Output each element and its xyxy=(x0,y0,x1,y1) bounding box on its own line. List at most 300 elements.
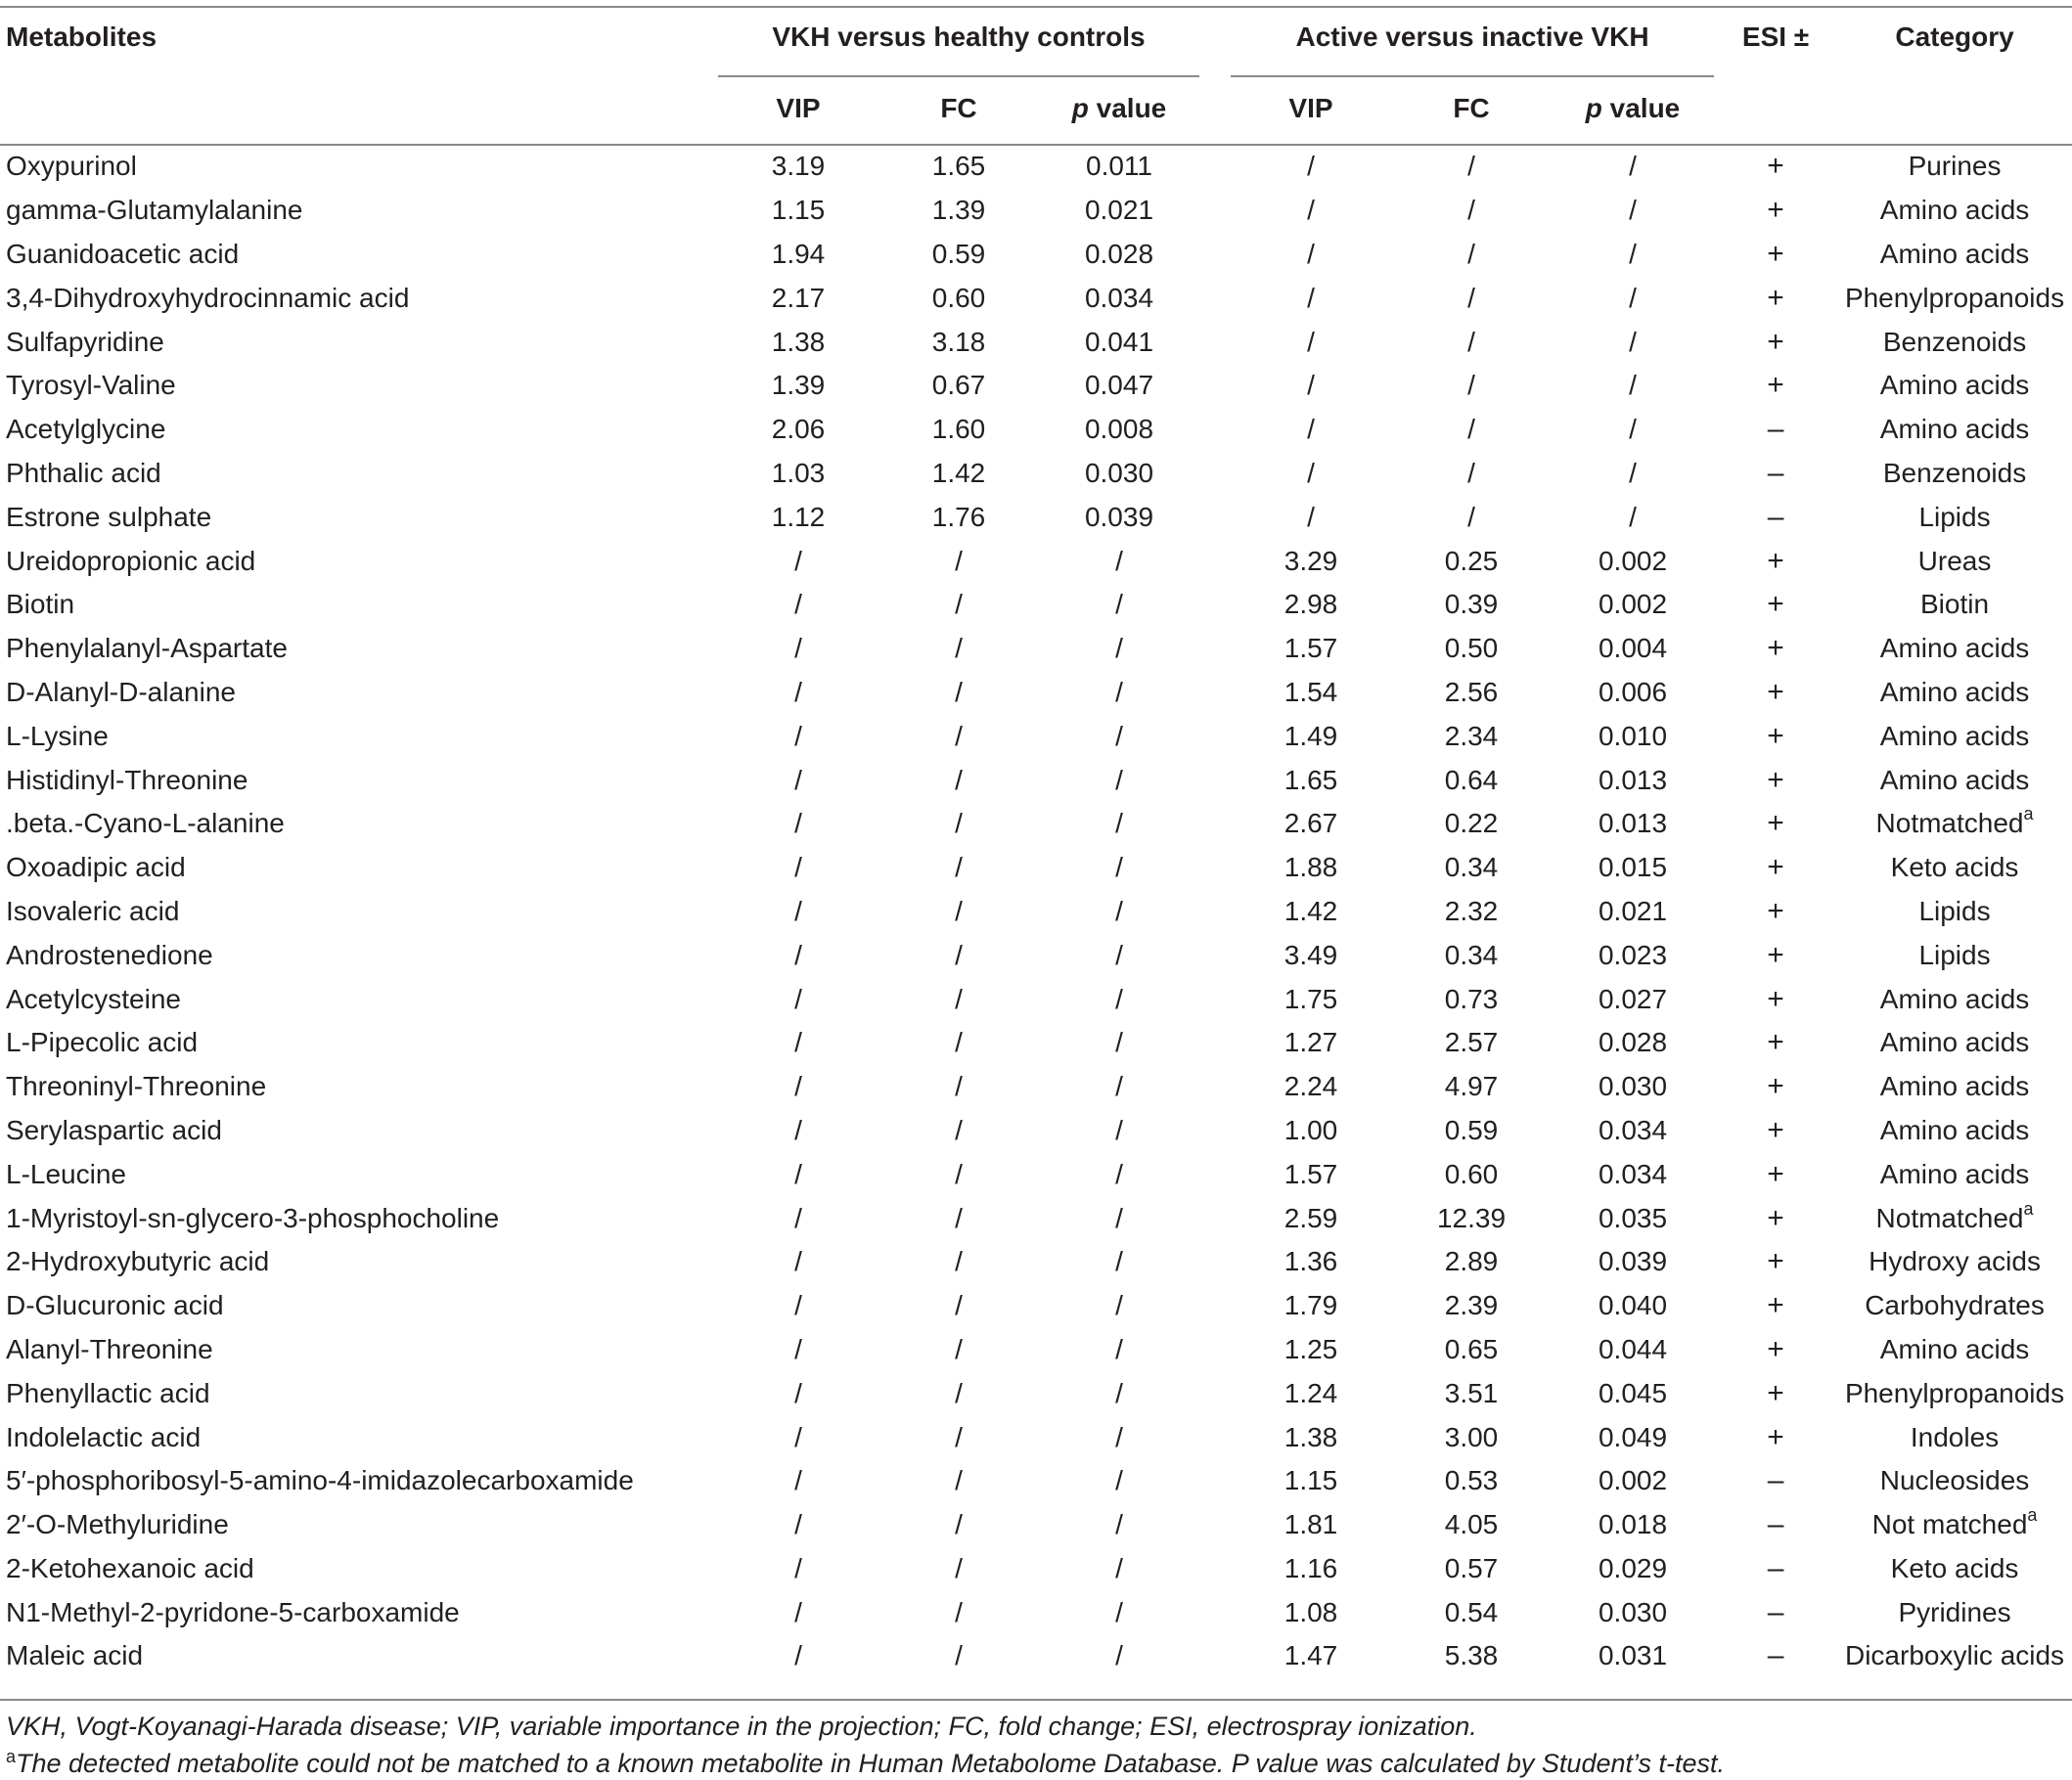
cell-p2: 0.049 xyxy=(1598,1421,1668,1452)
metabolite-name: 2-Hydroxybutyric acid xyxy=(6,1246,270,1277)
table-row xyxy=(0,1109,2072,1153)
cell-vip2: / xyxy=(1307,501,1315,532)
table-row xyxy=(0,1240,2072,1284)
header-blank-cat xyxy=(1837,72,2072,145)
metabolite-name: Isovaleric acid xyxy=(6,895,180,926)
cell-p2: 0.034 xyxy=(1598,1158,1668,1189)
cell-vip2: 1.54 xyxy=(1284,676,1338,707)
cell-fc1: / xyxy=(955,764,963,795)
cell-vip2: 1.75 xyxy=(1284,983,1338,1014)
cell-vip1: / xyxy=(794,1071,802,1102)
group-gap xyxy=(1199,933,1231,977)
cell-category xyxy=(1837,1547,2072,1591)
table-row xyxy=(0,1459,2072,1503)
cell-vip2: 1.88 xyxy=(1284,852,1338,883)
cell-p2: / xyxy=(1629,238,1637,269)
cell-vip1: / xyxy=(794,1333,802,1364)
cell-p1: 0.039 xyxy=(1084,501,1154,532)
table-row xyxy=(0,1634,2072,1678)
cell-vip2: 2.24 xyxy=(1284,1071,1338,1102)
cell-vip1: / xyxy=(794,895,802,926)
group-gap xyxy=(1199,1547,1231,1591)
cell-p1: / xyxy=(1115,1246,1123,1277)
cell-p2: 0.039 xyxy=(1598,1246,1668,1277)
cell-vip2: 1.79 xyxy=(1284,1290,1338,1321)
group-gap xyxy=(1199,1065,1231,1109)
cell-p1: / xyxy=(1115,545,1123,576)
category-label: Pyridines xyxy=(1898,1596,2011,1627)
metabolite-name: Acetylglycine xyxy=(6,414,166,445)
table-row xyxy=(0,1284,2072,1328)
group-gap xyxy=(1199,714,1231,758)
group-gap xyxy=(1199,452,1231,496)
cell-fc1: / xyxy=(955,1158,963,1189)
cell-vip2: 3.29 xyxy=(1284,545,1338,576)
cell-fc1: / xyxy=(955,1596,963,1627)
cell-p2: 0.002 xyxy=(1598,589,1668,620)
table-row xyxy=(0,452,2072,496)
category-label: Amino acids xyxy=(1879,370,2030,401)
cell-p1: / xyxy=(1115,1202,1123,1233)
cell-fc1: / xyxy=(955,545,963,576)
cell-esi: + xyxy=(1767,1201,1784,1234)
cell-category xyxy=(1837,933,2072,977)
cell-p1: 0.021 xyxy=(1084,195,1154,226)
cell-fc1: 1.42 xyxy=(931,457,986,488)
group-gap xyxy=(1199,276,1231,320)
cell-p2: / xyxy=(1629,151,1637,182)
cell-esi: + xyxy=(1767,1245,1784,1278)
table-row xyxy=(0,408,2072,452)
cell-vip1: / xyxy=(794,1596,802,1627)
group-gap xyxy=(1199,189,1231,233)
footnote-marker: a xyxy=(2027,1505,2038,1526)
cell-fc1: 1.60 xyxy=(931,414,986,445)
cell-fc1: 0.59 xyxy=(931,238,986,269)
metabolite-name: Guanidoacetic acid xyxy=(6,238,240,269)
cell-esi: + xyxy=(1767,1070,1784,1103)
cell-vip2: 1.38 xyxy=(1284,1421,1338,1452)
group-gap xyxy=(1199,977,1231,1021)
cell-esi: + xyxy=(1767,675,1784,708)
cell-esi: + xyxy=(1767,1376,1784,1409)
cell-category xyxy=(1837,1152,2072,1196)
cell-p2: 0.010 xyxy=(1598,720,1668,751)
cell-esi: – xyxy=(1767,1639,1784,1672)
cell-p2: / xyxy=(1629,414,1637,445)
cell-category xyxy=(1837,1415,2072,1459)
cell-category xyxy=(1837,846,2072,890)
table-row xyxy=(0,1415,2072,1459)
header-fc-2: FC xyxy=(1453,93,1490,123)
cell-vip1: / xyxy=(794,1377,802,1408)
category-label: Lipids xyxy=(1918,939,1991,970)
table-row xyxy=(0,1328,2072,1372)
table-row xyxy=(0,364,2072,408)
cell-p1: / xyxy=(1115,1552,1123,1583)
cell-vip1: 1.12 xyxy=(771,501,826,532)
cell-esi: – xyxy=(1767,1551,1784,1584)
cell-fc2: / xyxy=(1467,326,1475,357)
cell-p1: / xyxy=(1115,1071,1123,1102)
cell-fc2: 2.32 xyxy=(1444,895,1499,926)
cell-vip1: / xyxy=(794,1202,802,1233)
cell-p2: / xyxy=(1629,457,1637,488)
header-row-2 xyxy=(0,72,2072,145)
category-label: Nucleosides xyxy=(1879,1465,2030,1496)
cell-fc2: 0.59 xyxy=(1444,1114,1499,1145)
group-gap xyxy=(1199,145,1231,189)
metabolite-name: L-Leucine xyxy=(6,1158,126,1189)
cell-fc2: 0.65 xyxy=(1444,1333,1499,1364)
table-row xyxy=(0,1152,2072,1196)
cell-p1: / xyxy=(1115,1509,1123,1540)
cell-fc1: / xyxy=(955,1027,963,1058)
cell-vip1: 1.39 xyxy=(771,370,826,401)
cell-vip2: 1.57 xyxy=(1284,633,1338,664)
group-gap xyxy=(1199,1634,1231,1678)
cell-vip2: 1.25 xyxy=(1284,1333,1338,1364)
cell-fc1: / xyxy=(955,983,963,1014)
header-gap-2 xyxy=(1199,72,1231,145)
cell-vip2: 1.08 xyxy=(1284,1596,1338,1627)
metabolite-name: Oxoadipic acid xyxy=(6,852,186,883)
cell-esi: + xyxy=(1767,1420,1784,1453)
cell-esi: + xyxy=(1767,281,1784,314)
cell-category xyxy=(1837,890,2072,934)
cell-esi: + xyxy=(1767,194,1784,227)
cell-fc2: / xyxy=(1467,238,1475,269)
metabolite-name: Indolelactic acid xyxy=(6,1421,202,1452)
group-gap xyxy=(1199,1415,1231,1459)
metabolite-name: 2′-O-Methyluridine xyxy=(6,1509,229,1540)
cell-vip1: / xyxy=(794,983,802,1014)
cell-fc1: / xyxy=(955,1290,963,1321)
cell-fc1: / xyxy=(955,1114,963,1145)
cell-esi: + xyxy=(1767,982,1784,1015)
cell-p2: / xyxy=(1629,370,1637,401)
cell-p2: 0.018 xyxy=(1598,1509,1668,1540)
metabolite-name: Acetylcysteine xyxy=(6,983,181,1014)
cell-vip2: 1.81 xyxy=(1284,1509,1338,1540)
table-row xyxy=(0,320,2072,364)
cell-fc1: / xyxy=(955,676,963,707)
cell-esi: + xyxy=(1767,1332,1784,1365)
cell-vip2: 1.15 xyxy=(1284,1465,1338,1496)
group-gap xyxy=(1199,758,1231,802)
cell-p2: 0.015 xyxy=(1598,852,1668,883)
cell-p2: / xyxy=(1629,195,1637,226)
cell-fc1: / xyxy=(955,1552,963,1583)
cell-vip1: / xyxy=(794,676,802,707)
cell-p2: 0.040 xyxy=(1598,1290,1668,1321)
cell-p2: 0.030 xyxy=(1598,1596,1668,1627)
group-gap xyxy=(1199,408,1231,452)
cell-vip2: 1.42 xyxy=(1284,895,1338,926)
cell-esi: – xyxy=(1767,1595,1784,1628)
cell-fc2: / xyxy=(1467,282,1475,313)
cell-esi: + xyxy=(1767,1113,1784,1146)
metabolite-name: 3,4-Dihydroxyhydrocinnamic acid xyxy=(6,282,410,313)
category-label: Carbohydrates xyxy=(1865,1290,2045,1321)
cell-vip1: 1.15 xyxy=(771,195,826,226)
cell-fc1: 0.67 xyxy=(931,370,986,401)
group-gap xyxy=(1199,1459,1231,1503)
cell-fc1: / xyxy=(955,895,963,926)
cell-vip1: 1.94 xyxy=(771,238,826,269)
cell-category xyxy=(1837,364,2072,408)
cell-esi: + xyxy=(1767,763,1784,796)
cell-p2: 0.002 xyxy=(1598,545,1668,576)
cell-category xyxy=(1837,276,2072,320)
group-gap xyxy=(1199,846,1231,890)
cell-p1: / xyxy=(1115,1465,1123,1496)
group-gap xyxy=(1199,1284,1231,1328)
cell-category xyxy=(1837,233,2072,277)
cell-esi: + xyxy=(1767,237,1784,270)
cell-p1: / xyxy=(1115,1114,1123,1145)
group-gap xyxy=(1199,364,1231,408)
cell-vip2: 1.24 xyxy=(1284,1377,1338,1408)
table-row xyxy=(0,539,2072,583)
cell-vip2: 1.27 xyxy=(1284,1027,1338,1058)
header-blank-esi xyxy=(1714,72,1837,145)
table-row xyxy=(0,1196,2072,1240)
cell-vip2: 2.98 xyxy=(1284,589,1338,620)
category-label: Amino acids xyxy=(1879,1333,2030,1364)
table-row xyxy=(0,1021,2072,1065)
cell-vip1: 3.19 xyxy=(771,151,826,182)
cell-fc1: / xyxy=(955,852,963,883)
group-gap xyxy=(1199,802,1231,846)
metabolite-name: 1-Myristoyl-sn-glycero-3-phosphocholine xyxy=(6,1202,500,1233)
cell-esi: + xyxy=(1767,1289,1784,1322)
cell-fc1: / xyxy=(955,939,963,970)
cell-vip1: / xyxy=(794,1552,802,1583)
category-label: Amino acids xyxy=(1879,983,2030,1014)
table-row xyxy=(0,1503,2072,1547)
header-vip-1: VIP xyxy=(776,93,821,123)
category-label: Notmatched xyxy=(1875,808,2024,839)
cell-p2: 0.006 xyxy=(1598,676,1668,707)
cell-vip2: / xyxy=(1307,326,1315,357)
metabolite-name: Histidinyl-Threonine xyxy=(6,764,248,795)
table-row xyxy=(0,1547,2072,1591)
metabolite-name: Sulfapyridine xyxy=(6,326,164,357)
group-gap xyxy=(1199,539,1231,583)
cell-p2: / xyxy=(1629,501,1637,532)
cell-category xyxy=(1837,1459,2072,1503)
category-label: Biotin xyxy=(1920,589,1990,620)
category-label: Amino acids xyxy=(1879,238,2030,269)
group-gap xyxy=(1199,1503,1231,1547)
header-p-1 xyxy=(1039,72,1199,145)
cell-fc2: 0.50 xyxy=(1444,633,1499,664)
category-label: Phenylpropanoids xyxy=(1844,1377,2065,1408)
cell-vip1: / xyxy=(794,633,802,664)
category-label: Amino acids xyxy=(1879,414,2030,445)
cell-category xyxy=(1837,320,2072,364)
cell-esi: + xyxy=(1767,588,1784,621)
cell-category xyxy=(1837,671,2072,715)
header-p-suffix: value xyxy=(1088,93,1167,123)
cell-fc1: 1.39 xyxy=(931,195,986,226)
metabolite-name: gamma-Glutamylalanine xyxy=(6,195,303,226)
cell-category xyxy=(1837,1371,2072,1415)
metabolite-name: Estrone sulphate xyxy=(6,501,212,532)
metabolite-name: 5′-phosphoribosyl-5-amino-4-imidazolecarboxamide xyxy=(6,1465,634,1496)
table-row xyxy=(0,233,2072,277)
header-category: Category xyxy=(1895,22,2014,52)
cell-vip2: / xyxy=(1307,414,1315,445)
cell-p2: 0.031 xyxy=(1598,1640,1668,1671)
cell-esi: + xyxy=(1767,325,1784,358)
cell-fc1: / xyxy=(955,720,963,751)
table-row xyxy=(0,933,2072,977)
category-label: Hydroxy acids xyxy=(1869,1246,2041,1277)
group-gap xyxy=(1199,583,1231,627)
cell-vip1: 2.06 xyxy=(771,414,826,445)
cell-p1: 0.030 xyxy=(1084,457,1154,488)
category-label: Keto acids xyxy=(1890,1552,2019,1583)
cell-esi: – xyxy=(1767,1508,1784,1541)
cell-esi: + xyxy=(1767,150,1784,183)
cell-vip2: 3.49 xyxy=(1284,939,1338,970)
cell-p2: 0.013 xyxy=(1598,808,1668,839)
cell-vip1: 1.03 xyxy=(771,457,826,488)
cell-fc2: 3.51 xyxy=(1444,1377,1499,1408)
cell-fc2: 0.64 xyxy=(1444,764,1499,795)
bottom-rule xyxy=(0,1699,2072,1701)
footnote-marker: a xyxy=(6,1747,17,1766)
category-label: Notmatched xyxy=(1875,1202,2024,1233)
cell-p1: 0.028 xyxy=(1084,238,1154,269)
header-gap xyxy=(1199,0,1231,72)
cell-vip1: / xyxy=(794,808,802,839)
cell-p1: / xyxy=(1115,808,1123,839)
cell-p1: / xyxy=(1115,852,1123,883)
cell-fc2: / xyxy=(1467,151,1475,182)
cell-fc2: 0.54 xyxy=(1444,1596,1499,1627)
header-p-2 xyxy=(1552,72,1714,145)
cell-p1: / xyxy=(1115,939,1123,970)
cell-fc2: 2.89 xyxy=(1444,1246,1499,1277)
group-gap xyxy=(1199,1196,1231,1240)
cell-fc2: / xyxy=(1467,370,1475,401)
cell-esi: – xyxy=(1767,413,1784,446)
cell-p2: 0.034 xyxy=(1598,1114,1668,1145)
cell-esi: + xyxy=(1767,369,1784,402)
cell-fc2: 5.38 xyxy=(1444,1640,1499,1671)
cell-category xyxy=(1837,758,2072,802)
cell-p1: 0.047 xyxy=(1084,370,1154,401)
header-fc-1: FC xyxy=(940,93,977,123)
category-label: Dicarboxylic acids xyxy=(1844,1640,2065,1671)
metabolite-name: Alanyl-Threonine xyxy=(6,1333,213,1364)
cell-vip2: / xyxy=(1307,195,1315,226)
table-row xyxy=(0,1065,2072,1109)
cell-category xyxy=(1837,1240,2072,1284)
footnote-abbreviations: VKH, Vogt-Koyanagi-Harada disease; VIP, variable importance in the projection; FC, fold change; ESI, electrospray ionization. xyxy=(6,1712,1477,1741)
cell-vip1: / xyxy=(794,720,802,751)
cell-vip1: / xyxy=(794,1640,802,1671)
cell-p1: / xyxy=(1115,895,1123,926)
cell-p1: 0.008 xyxy=(1084,414,1154,445)
cell-fc2: 2.34 xyxy=(1444,720,1499,751)
cell-esi: – xyxy=(1767,456,1784,489)
table-row xyxy=(0,1590,2072,1634)
cell-p2: 0.045 xyxy=(1598,1377,1668,1408)
cell-esi: + xyxy=(1767,719,1784,752)
cell-fc1: / xyxy=(955,1071,963,1102)
group-gap xyxy=(1199,890,1231,934)
category-label: Not matched xyxy=(1871,1509,2028,1540)
cell-p1: / xyxy=(1115,720,1123,751)
metabolite-name: D-Glucuronic acid xyxy=(6,1290,224,1321)
metabolite-name: Oxypurinol xyxy=(6,151,137,182)
category-label: Amino acids xyxy=(1879,1114,2030,1145)
cell-p1: / xyxy=(1115,1158,1123,1189)
table-row xyxy=(0,583,2072,627)
cell-esi: + xyxy=(1767,632,1784,665)
cell-vip1: / xyxy=(794,852,802,883)
footnote-text: The detected metabolite could not be matched to a known metabolite in Human Metabolome Database. P value was calculated by Student’s t-test. xyxy=(16,1749,1726,1778)
group-gap xyxy=(1199,1152,1231,1196)
cell-category xyxy=(1837,145,2072,189)
cell-p2: 0.013 xyxy=(1598,764,1668,795)
cell-vip2: 1.16 xyxy=(1284,1552,1338,1583)
table-body xyxy=(0,145,2072,1678)
cell-vip1: / xyxy=(794,589,802,620)
metabolite-name: Tyrosyl-Valine xyxy=(6,370,176,401)
cell-fc2: / xyxy=(1467,414,1475,445)
group-gap xyxy=(1199,233,1231,277)
cell-vip1: 1.38 xyxy=(771,326,826,357)
cell-vip2: 1.47 xyxy=(1284,1640,1338,1671)
cell-p1: / xyxy=(1115,1640,1123,1671)
cell-fc2: 0.34 xyxy=(1444,939,1499,970)
cell-esi: + xyxy=(1767,851,1784,884)
metabolite-name: Phenyllactic acid xyxy=(6,1377,210,1408)
cell-category xyxy=(1837,1328,2072,1372)
cell-p1: / xyxy=(1115,1421,1123,1452)
cell-category xyxy=(1837,1503,2072,1547)
cell-fc1: 3.18 xyxy=(931,326,986,357)
header-group1: VKH versus healthy controls xyxy=(772,22,1146,52)
cell-category xyxy=(1837,714,2072,758)
cell-category xyxy=(1837,1590,2072,1634)
category-label: Amino acids xyxy=(1879,1071,2030,1102)
cell-p2: 0.021 xyxy=(1598,895,1668,926)
cell-fc2: 0.25 xyxy=(1444,545,1499,576)
metabolite-name: Androstenedione xyxy=(6,939,213,970)
cell-fc2: 0.73 xyxy=(1444,983,1499,1014)
category-label: Indoles xyxy=(1910,1421,2000,1452)
cell-fc2: 0.34 xyxy=(1444,852,1499,883)
table-row xyxy=(0,189,2072,233)
cell-esi: – xyxy=(1767,1464,1784,1497)
cell-esi: + xyxy=(1767,938,1784,971)
category-label: Amino acids xyxy=(1879,764,2030,795)
cell-fc1: 1.76 xyxy=(931,501,986,532)
header-p-italic: p xyxy=(1071,93,1089,123)
cell-category xyxy=(1837,1196,2072,1240)
metabolite-name: L-Pipecolic acid xyxy=(6,1027,199,1058)
group-gap xyxy=(1199,1021,1231,1065)
cell-category xyxy=(1837,452,2072,496)
cell-fc1: / xyxy=(955,1465,963,1496)
header-row-1 xyxy=(0,0,2072,72)
